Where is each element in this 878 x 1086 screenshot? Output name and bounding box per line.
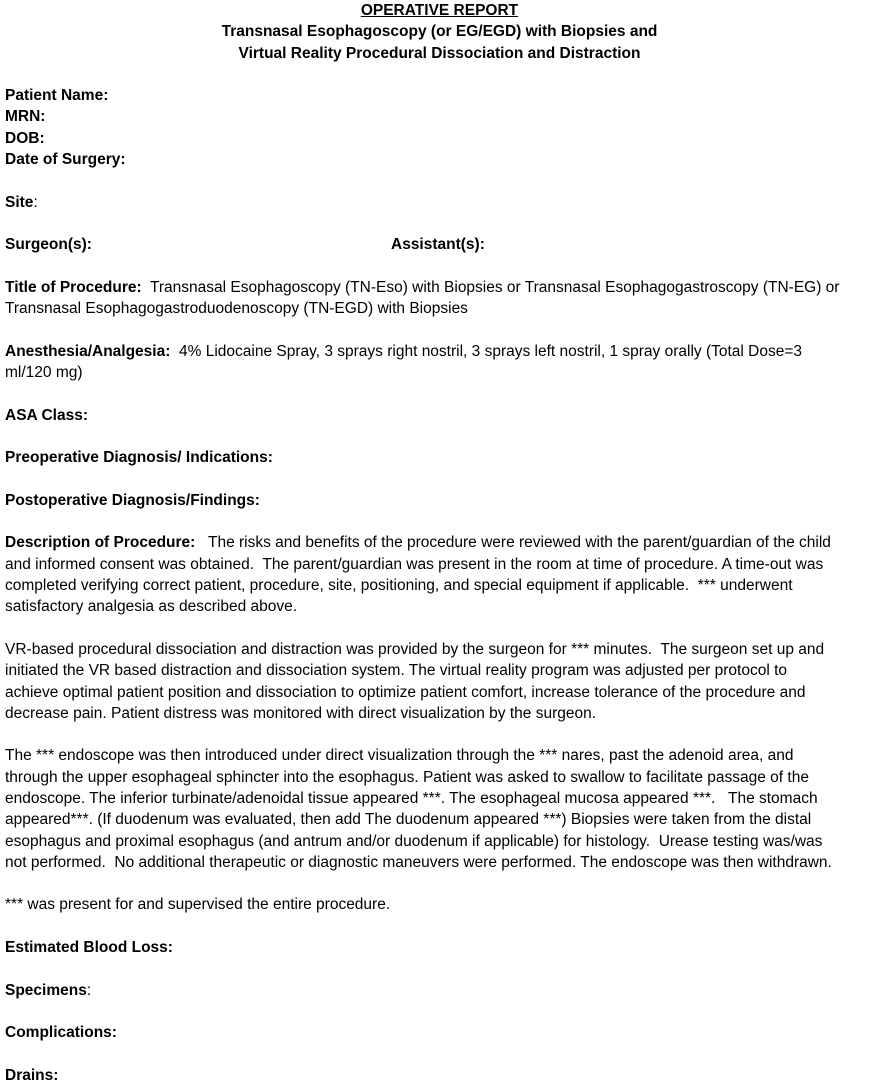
description-line-3: completed verifying correct patient, procedure, site, positioning, and special equipment if applicable. *** underwent [5, 577, 793, 595]
endoscope-line-2: through the upper esophageal sphincter into the esophagus. Patient was asked to swallow to facilitate passage of the [5, 768, 809, 786]
complications-label: Complications: [5, 1024, 117, 1042]
description-text-1: The risks and benefits of the procedure were reviewed with the parent/guardian of the child [195, 534, 831, 552]
endoscope-line-5: esophagus and proximal esophagus (and antrum and/or duodenum if applicable) for histology. Urease testing was/was [5, 832, 823, 850]
spacer [5, 426, 874, 447]
endoscope-line-4: appeared***. (If duodenum was evaluated, then add The duodenum appeared ***) Biopsies were taken from the distal [5, 811, 812, 829]
specimens-label: Specimens [5, 981, 87, 999]
procedure-title-line-1 [5, 277, 874, 298]
report-title: OPERATIVE REPORT [360, 2, 519, 19]
description-line-4: satisfactory analgesia as described above. [5, 598, 298, 616]
staff-row [5, 234, 874, 255]
report-subtitle-line-1: Transnasal Esophagoscopy (or EG/EGD) with Biopsies and [221, 23, 658, 41]
vr-line-4: decrease pain. Patient distress was monitored with direct visualization by the surgeon. [5, 704, 597, 722]
drains-label: Drains: [5, 1066, 59, 1084]
vr-line-1: VR-based procedural dissociation and distraction was provided by the surgeon for *** minutes. The surgeon set up and [5, 640, 825, 658]
spacer [5, 1044, 874, 1065]
endoscope-line-6: not performed. No additional therapeutic or diagnostic maneuvers were performed. The endoscope was then withdrawn. [5, 853, 832, 871]
description-label: Description of Procedure: [5, 534, 196, 552]
supervision-statement: *** was present for and supervised the entire procedure. [5, 896, 391, 914]
procedure-title-text-1: Transnasal Esophagoscopy (TN-Eso) with Biopsies or Transnasal Esophagogastroscopy (TN-EG) or [141, 278, 840, 296]
dob-label: DOB: [5, 129, 45, 147]
vr-line-3: achieve optimal patient position and dissociation to optimize patient comfort, increase tolerance of the procedure and [5, 683, 806, 701]
spacer [5, 469, 874, 490]
assistants-label: Assistant(s): [391, 236, 485, 254]
spacer [5, 64, 874, 85]
preop-diagnosis-label: Preoperative Diagnosis/ Indications: [5, 449, 273, 467]
spacer [5, 256, 874, 277]
spacer [5, 319, 874, 340]
spacer [5, 618, 874, 639]
spacer [5, 170, 874, 191]
spacer [5, 213, 874, 234]
anesthesia-text-1: 4% Lidocaine Spray, 3 sprays right nostril, 3 sprays left nostril, 1 spray orally (Total Dose=3 [170, 342, 803, 360]
surgeons-label: Surgeon(s): [5, 236, 92, 254]
procedure-title-label: Title of Procedure: [5, 278, 142, 296]
spacer [5, 511, 874, 532]
anesthesia-line-1 [5, 341, 874, 362]
date-of-surgery-label: Date of Surgery: [5, 151, 126, 169]
description-line-2: and informed consent was obtained. The parent/guardian was present in the room at time of procedure. A time-out was [5, 555, 824, 573]
spacer [5, 724, 874, 745]
mrn-label: MRN: [5, 108, 46, 126]
spacer [5, 873, 874, 894]
anesthesia-label: Anesthesia/Analgesia: [5, 342, 171, 360]
spacer [5, 383, 874, 404]
site-label: Site [5, 193, 34, 211]
procedure-title-line-2: Transnasal Esophagogastroduodenoscopy (TN-EGD) with Biopsies [5, 300, 468, 318]
asa-class-label: ASA Class: [5, 406, 88, 424]
description-line-1 [5, 532, 874, 553]
endoscope-line-1: The *** endoscope was then introduced under direct visualization through the *** nares, past the adenoid area, and [5, 747, 794, 765]
report-header [5, 0, 874, 64]
specimens-field [5, 980, 874, 1001]
spacer [5, 958, 874, 979]
patient-name-label: Patient Name: [5, 87, 109, 105]
site-colon: : [33, 193, 38, 211]
spacer [5, 916, 874, 937]
postop-diagnosis-label: Postoperative Diagnosis/Findings: [5, 491, 260, 509]
anesthesia-line-2: ml/120 mg) [5, 364, 83, 382]
endoscope-line-3: endoscope. The inferior turbinate/adenoidal tissue appeared ***. The esophageal mucosa appeared ***. The stomach [5, 789, 818, 807]
spacer [5, 1001, 874, 1022]
estimated-blood-loss-label: Estimated Blood Loss: [5, 939, 173, 957]
specimens-colon: : [86, 981, 92, 999]
vr-line-2: initiated the VR based distraction and dissociation system. The virtual reality program was adjusted per protocol to [5, 662, 788, 680]
report-subtitle-line-2: Virtual Reality Procedural Dissociation and Distraction [238, 44, 641, 62]
site-field [5, 192, 874, 213]
